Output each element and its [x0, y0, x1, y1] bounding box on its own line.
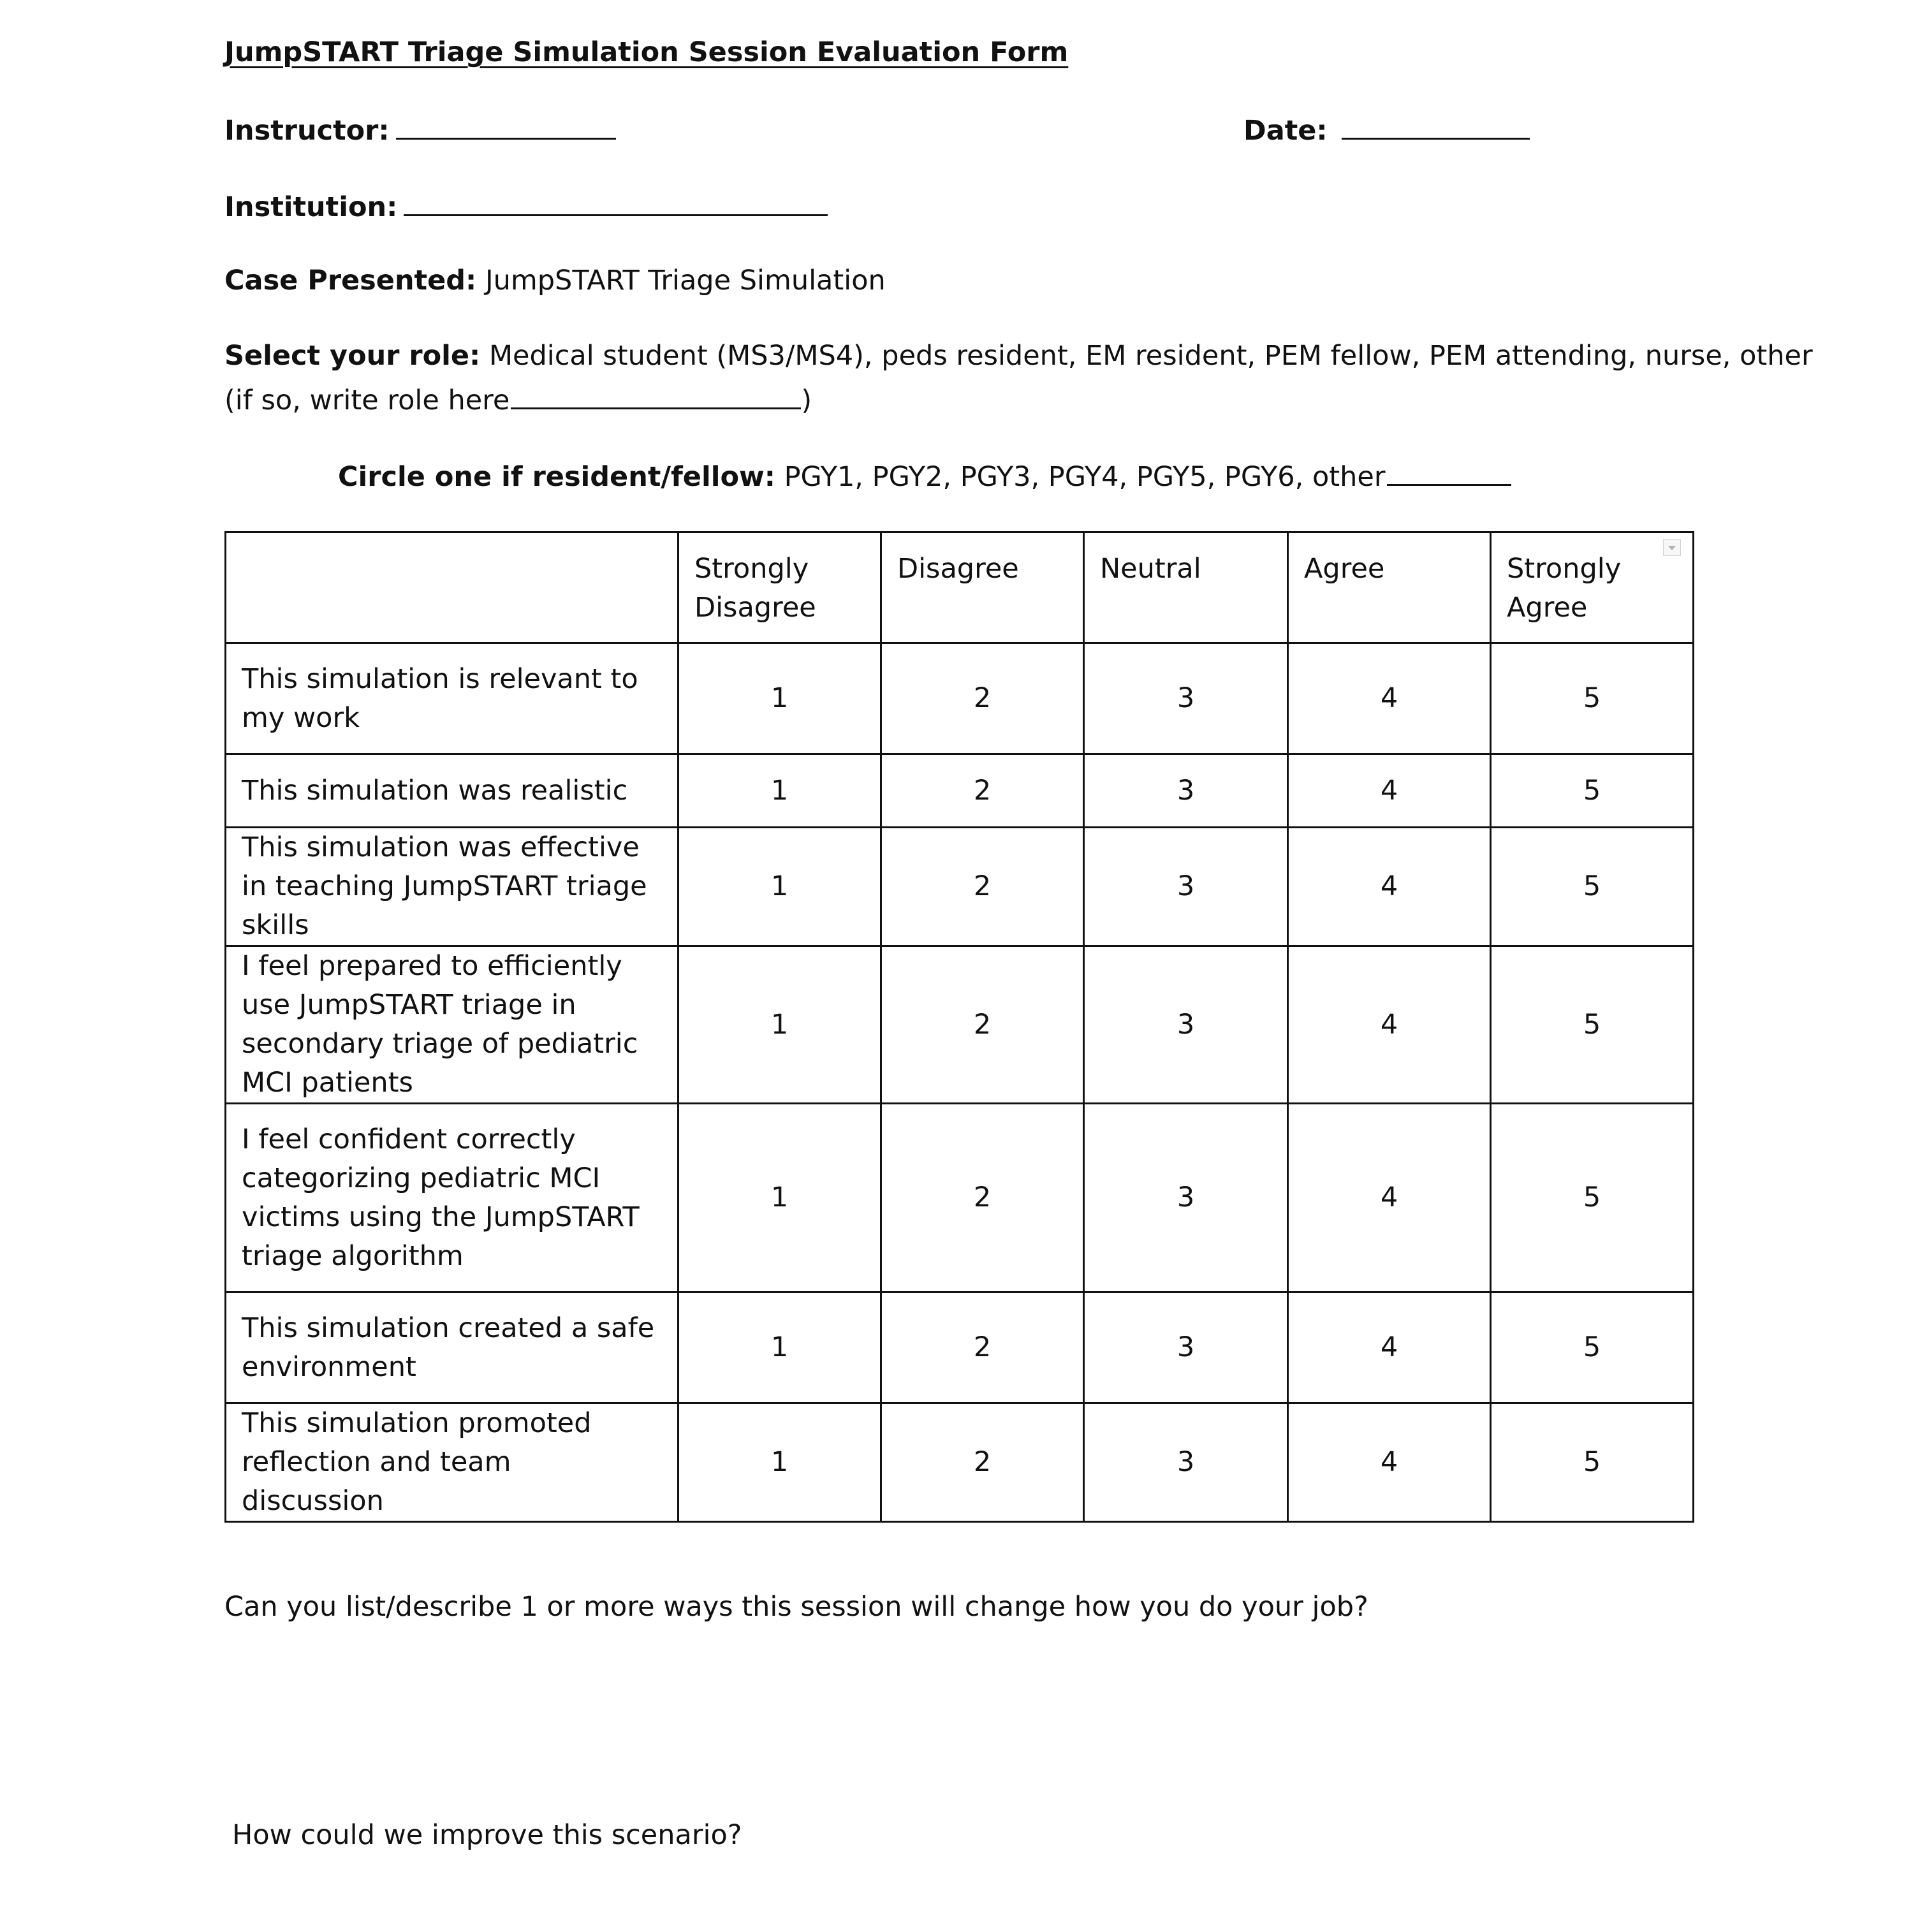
score-cell[interactable]: 4 [1288, 828, 1491, 946]
training-level-row [338, 458, 1511, 496]
score-cell[interactable]: 3 [1084, 1104, 1288, 1292]
score-cell[interactable]: 1 [678, 1104, 881, 1292]
score-cell[interactable]: 5 [1491, 828, 1694, 946]
score-cell[interactable]: 5 [1491, 643, 1694, 754]
statement-cell: I feel confident correctly categorizing pediatric MCI victims using the JumpSTART triage algorithm [226, 1104, 678, 1292]
question-improve-scenario: How could we improve this scenario? [232, 1819, 742, 1851]
statement-cell: This simulation was realistic [226, 754, 678, 828]
table-dropdown-icon[interactable] [1663, 539, 1681, 556]
training-level-other-field[interactable] [1387, 458, 1511, 486]
score-cell[interactable]: 5 [1491, 1292, 1694, 1403]
header-cell-strongly-disagree: Strongly Disagree [678, 532, 881, 643]
score-cell[interactable]: 2 [881, 1403, 1084, 1522]
score-cell[interactable]: 3 [1084, 946, 1288, 1104]
instructor-label: Instructor: [224, 115, 390, 147]
score-cell[interactable]: 2 [881, 1104, 1084, 1292]
score-cell[interactable]: 2 [881, 754, 1084, 828]
statement-cell: I feel prepared to efficiently use JumpSTART triage in secondary triage of pediatric MCI patients [226, 946, 678, 1104]
score-cell[interactable]: 1 [678, 643, 881, 754]
score-cell[interactable]: 4 [1288, 1403, 1491, 1522]
header-cell-disagree: Disagree [881, 532, 1084, 643]
score-cell[interactable]: 4 [1288, 1104, 1491, 1292]
score-cell[interactable]: 4 [1288, 754, 1491, 828]
table-row [226, 643, 1694, 754]
role-options[interactable]: Medical student (MS3/MS4), peds resident, EM resident, PEM fellow, PEM attending, nurse, other [488, 340, 1813, 372]
date-label: Date: [1243, 115, 1328, 147]
score-cell[interactable]: 3 [1084, 1403, 1288, 1522]
score-cell[interactable]: 3 [1084, 643, 1288, 754]
table-row [226, 1403, 1694, 1522]
table-row [226, 946, 1694, 1104]
table-row [226, 1292, 1694, 1403]
score-cell[interactable]: 5 [1491, 1104, 1694, 1292]
case-presented-value: JumpSTART Triage Simulation [485, 265, 886, 296]
score-cell[interactable]: 1 [678, 946, 881, 1104]
instructor-row [224, 108, 616, 150]
score-cell[interactable]: 3 [1084, 828, 1288, 946]
score-cell[interactable]: 1 [678, 1403, 881, 1522]
date-field[interactable] [1342, 108, 1530, 140]
statement-cell: This simulation promoted reflection and team discussion [226, 1403, 678, 1522]
instructor-field[interactable] [396, 108, 616, 140]
score-cell[interactable]: 2 [881, 643, 1084, 754]
score-cell[interactable]: 2 [881, 828, 1084, 946]
institution-label: Institution: [224, 191, 398, 223]
role-other-prefix: (if so, write role here [224, 384, 510, 416]
table-row [226, 828, 1694, 946]
score-cell[interactable]: 5 [1491, 946, 1694, 1104]
case-presented-row [224, 261, 886, 300]
statement-cell: This simulation created a safe environment [226, 1292, 678, 1403]
score-cell[interactable]: 3 [1084, 1292, 1288, 1403]
header-cell-neutral: Neutral [1084, 532, 1288, 643]
training-level-label: Circle one if resident/fellow: [338, 461, 775, 493]
header-cell-agree: Agree [1288, 532, 1491, 643]
score-cell[interactable]: 5 [1491, 754, 1694, 828]
score-cell[interactable]: 5 [1491, 1403, 1694, 1522]
rating-table [224, 531, 1694, 1523]
role-label: Select your role: [224, 340, 481, 372]
score-cell[interactable]: 4 [1288, 1292, 1491, 1403]
institution-field[interactable] [404, 185, 828, 216]
case-presented-label: Case Presented: [224, 265, 477, 296]
role-other-suffix: ) [801, 384, 812, 416]
score-cell[interactable]: 4 [1288, 643, 1491, 754]
score-cell[interactable]: 1 [678, 828, 881, 946]
score-cell[interactable]: 4 [1288, 946, 1491, 1104]
date-row [1243, 108, 1530, 150]
institution-row [224, 185, 828, 226]
form-title: JumpSTART Triage Simulation Session Evaluation Form [224, 36, 1069, 68]
table-header-row [226, 532, 1694, 643]
training-level-options[interactable]: PGY1, PGY2, PGY3, PGY4, PGY5, PGY6, other [784, 461, 1386, 493]
score-cell[interactable]: 2 [881, 946, 1084, 1104]
score-cell[interactable]: 3 [1084, 754, 1288, 828]
header-cell-statement [226, 532, 678, 643]
score-cell[interactable]: 2 [881, 1292, 1084, 1403]
statement-cell: This simulation was effective in teaching JumpSTART triage skills [226, 828, 678, 946]
statement-cell: This simulation is relevant to my work [226, 643, 678, 754]
role-other-field[interactable] [511, 382, 801, 409]
question-change-job: Can you list/describe 1 or more ways this session will change how you do your job? [224, 1591, 1368, 1623]
role-row [224, 337, 1813, 375]
table-row [226, 754, 1694, 828]
score-cell[interactable]: 1 [678, 754, 881, 828]
header-cell-strongly-agree: Strongly Agree [1491, 532, 1694, 643]
role-other-row [224, 381, 812, 420]
table-row [226, 1104, 1694, 1292]
score-cell[interactable]: 1 [678, 1292, 881, 1403]
